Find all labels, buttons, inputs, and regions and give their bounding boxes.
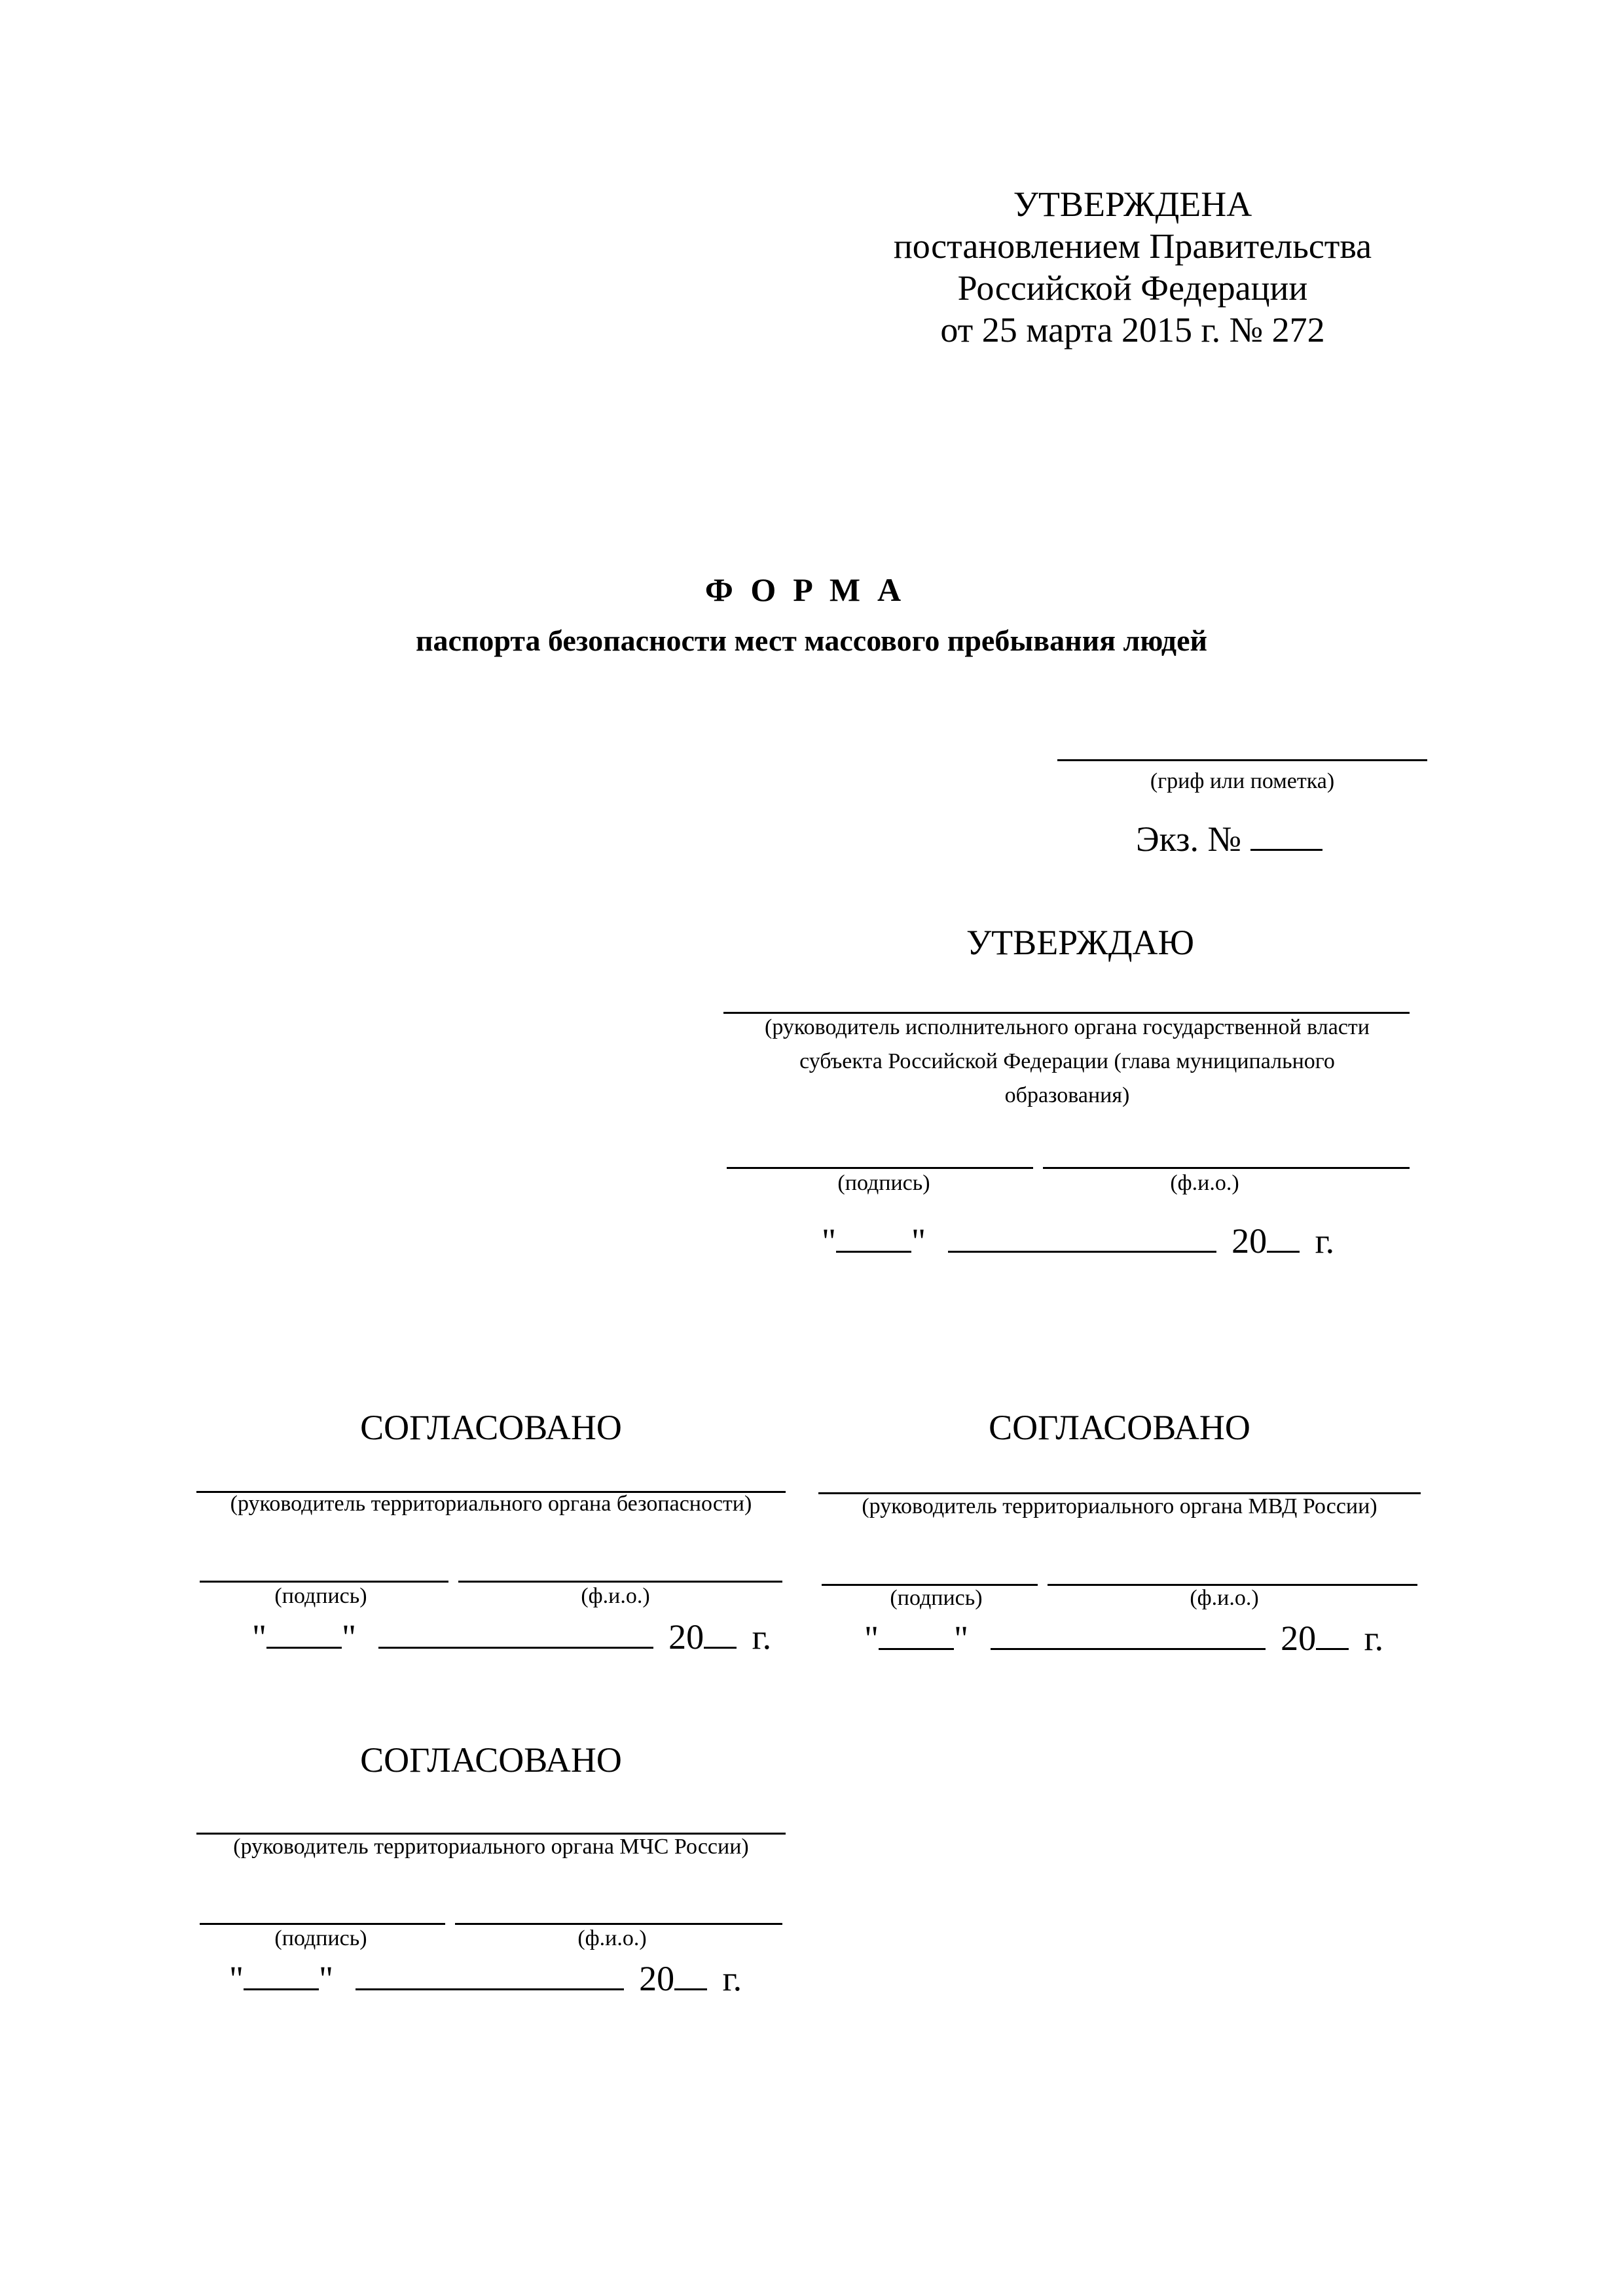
agreement-mchs-name-label: (ф.и.о.) [577, 1926, 647, 1950]
approval-stamp-heading: УТВЕРЖДЕНА [1013, 185, 1252, 224]
agreement-mchs-date-quote-open: " [229, 1959, 244, 1998]
agreement-mvd-role: (руководитель территориального органа МВД России) [862, 1494, 1377, 1518]
agreement-security-date-year-suffix: г. [752, 1617, 772, 1657]
approval-stamp-decree: постановлением Правительства [893, 226, 1372, 266]
agreement-mchs-signature-label: (подпись) [274, 1926, 367, 1950]
approve-role-line2: субъекта Российской Федерации (глава муниципального [799, 1049, 1335, 1073]
approve-date [822, 1221, 1334, 1261]
agreement-mvd-name-label: (ф.и.о.) [1190, 1586, 1259, 1610]
agreement-mchs-role: (руководитель территориального органа МЧС России) [233, 1835, 749, 1859]
agreement-mchs-date-month-field [356, 1960, 624, 1990]
agreement-mvd-signature-label: (подпись) [890, 1586, 983, 1610]
approve-date-year-suffix: г. [1315, 1221, 1335, 1261]
agreement-mvd-date-month-field [991, 1619, 1266, 1650]
agreement-mchs-date-year-field [674, 1960, 707, 1990]
grif-label: (гриф или пометка) [1150, 769, 1335, 793]
agreement-mchs-date-year-prefix: 20 [639, 1959, 675, 1998]
agreement-mchs-date-year-suffix: г. [722, 1959, 742, 1998]
copy-number-label: Экз. № [1136, 819, 1242, 859]
copy-number [1136, 818, 1322, 860]
approve-signature-label: (подпись) [837, 1171, 930, 1195]
copy-number-field [1250, 820, 1322, 851]
agreement-security-name-label: (ф.и.о.) [581, 1584, 650, 1608]
approve-name-label: (ф.и.о.) [1170, 1171, 1239, 1195]
grif-line [1057, 759, 1427, 761]
approve-heading: УТВЕРЖДАЮ [966, 923, 1195, 962]
agreement-mvd-date-quote-open: " [864, 1619, 879, 1658]
approve-role [707, 1011, 1427, 1113]
agreement-mvd-date [864, 1618, 1383, 1659]
approve-date-quote-close: " [911, 1221, 926, 1261]
agreement-security-signature-label: (подпись) [274, 1584, 367, 1608]
agreement-security-date-quote-close: " [342, 1617, 357, 1657]
approve-date-quote-open: " [822, 1221, 837, 1261]
agreement-security-date [252, 1617, 771, 1657]
approve-date-day-field [836, 1222, 911, 1253]
agreement-security-date-day-field [266, 1618, 342, 1649]
approve-role-line3: образования) [1004, 1083, 1130, 1107]
agreement-security-date-month-field [378, 1618, 653, 1649]
agreement-security-heading: СОГЛАСОВАНО [360, 1408, 622, 1447]
agreement-mchs-date [229, 1958, 742, 1999]
agreement-mvd-date-year-prefix: 20 [1281, 1619, 1317, 1658]
agreement-mchs-date-day-field [244, 1960, 319, 1990]
approve-date-year-prefix: 20 [1231, 1221, 1267, 1261]
approve-role-line1: (руководитель исполнительного органа государственной власти [765, 1015, 1370, 1039]
approval-stamp [851, 183, 1414, 351]
agreement-mvd-date-quote-close: " [954, 1619, 969, 1658]
approval-stamp-date: от 25 марта 2015 г. № 272 [940, 310, 1325, 350]
approve-date-month-field [948, 1222, 1216, 1253]
agreement-mvd-date-year-field [1316, 1619, 1349, 1650]
agreement-security-date-year-field [704, 1618, 737, 1649]
agreement-security-date-year-prefix: 20 [668, 1617, 704, 1657]
form-title: ФОРМА [704, 571, 919, 608]
form-subtitle: паспорта безопасности мест массового пребывания людей [415, 624, 1207, 657]
agreement-security-date-quote-open: " [252, 1617, 267, 1657]
agreement-mvd-date-year-suffix: г. [1364, 1619, 1384, 1658]
approval-stamp-government: Российской Федерации [957, 268, 1308, 308]
approve-date-year-field [1267, 1222, 1300, 1253]
agreement-security-role: (руководитель территориального органа безопасности) [230, 1492, 752, 1516]
agreement-mchs-date-quote-close: " [319, 1959, 334, 1998]
agreement-mvd-heading: СОГЛАСОВАНО [989, 1408, 1250, 1447]
agreement-mvd-date-day-field [879, 1619, 954, 1650]
agreement-mchs-heading: СОГЛАСОВАНО [360, 1740, 622, 1780]
